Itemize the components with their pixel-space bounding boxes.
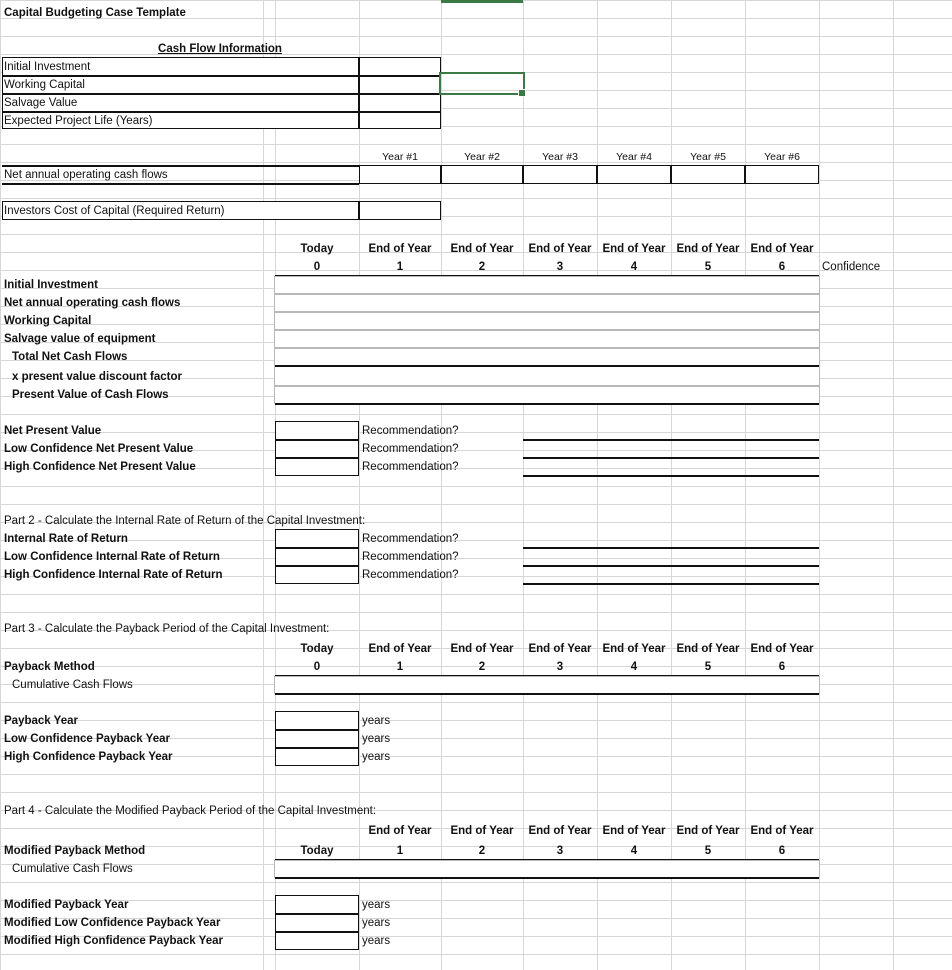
net-annual-label: Net annual operating cash flows	[4, 169, 168, 181]
period-number: 4	[630, 845, 638, 857]
fill-handle[interactable]	[518, 89, 526, 97]
period-number: 1	[396, 845, 404, 857]
recommendation-label: Recommendation?	[362, 533, 459, 545]
payback-row-label: Payback Year	[4, 715, 78, 727]
modified-payback-row-label: Modified High Confidence Payback Year	[4, 935, 223, 947]
period-number: 4	[630, 261, 638, 273]
part2-title: Part 2 - Calculate the Internal Rate of Return of the Capital Investment:	[4, 515, 366, 527]
payback-row-label: High Confidence Payback Year	[4, 751, 173, 763]
modified-payback-method-label: Modified Payback Method	[4, 845, 146, 857]
cumulative-cash-flows-label: Cumulative Cash Flows	[12, 679, 133, 691]
schedule-input-row[interactable]	[275, 295, 819, 311]
payback-row-label: Low Confidence Payback Year	[4, 733, 170, 745]
years-unit-label: years	[362, 935, 391, 947]
period-header: Today	[300, 643, 334, 655]
period-header: End of Year	[528, 243, 592, 255]
schedule-input-row[interactable]	[275, 277, 819, 293]
period-number: 0	[313, 661, 321, 673]
confidence-label: Confidence	[822, 261, 881, 273]
period-header: End of Year	[368, 243, 432, 255]
period-number: 4	[630, 661, 638, 673]
schedule-row-label: Net annual operating cash flows	[4, 297, 181, 309]
years-unit-label: years	[362, 751, 391, 763]
period-header: Today	[300, 243, 334, 255]
schedule-row-label: Working Capital	[4, 315, 92, 327]
period-header: End of Year	[450, 825, 514, 837]
period-number: 6	[778, 261, 786, 273]
input-cell[interactable]	[671, 165, 745, 184]
npv-row-label: Low Confidence Net Present Value	[4, 443, 194, 455]
today-label: Today	[300, 845, 334, 857]
period-number: 5	[704, 661, 712, 673]
input-cell[interactable]	[359, 165, 441, 184]
payback-method-label: Payback Method	[4, 661, 95, 673]
recommendation-label: Recommendation?	[362, 461, 459, 473]
recommendation-label: Recommendation?	[362, 443, 459, 455]
period-number: 0	[313, 261, 321, 273]
period-number: 6	[778, 661, 786, 673]
schedule-input-row[interactable]	[275, 367, 819, 385]
schedule-row-label: Initial Investment	[4, 279, 98, 291]
period-header: End of Year	[676, 825, 740, 837]
period-header: End of Year	[676, 243, 740, 255]
cumulative-input-row[interactable]	[275, 861, 819, 877]
period-header: End of Year	[450, 643, 514, 655]
column-selection-indicator	[441, 0, 523, 3]
period-number: 1	[396, 661, 404, 673]
schedule-input-row[interactable]	[275, 331, 819, 347]
period-number: 2	[478, 661, 486, 673]
period-number: 3	[556, 661, 564, 673]
info-row-label: Expected Project Life (Years)	[4, 115, 153, 127]
npv-row-label: Net Present Value	[4, 425, 102, 437]
year-header: Year #1	[382, 151, 418, 163]
modified-payback-row-label: Modified Low Confidence Payback Year	[4, 917, 221, 929]
gridline	[819, 0, 820, 970]
schedule-row-label: Present Value of Cash Flows	[12, 389, 169, 401]
info-row-label: Salvage Value	[4, 97, 78, 109]
year-header: Year #5	[690, 151, 726, 163]
input-cell[interactable]	[597, 165, 671, 184]
irr-input-block[interactable]	[275, 529, 359, 584]
npv-input-block[interactable]	[275, 421, 359, 476]
recommendation-label: Recommendation?	[362, 425, 459, 437]
schedule-input-row[interactable]	[275, 387, 819, 403]
period-number: 3	[556, 261, 564, 273]
period-number: 5	[704, 845, 712, 857]
period-number: 1	[396, 261, 404, 273]
period-header: End of Year	[750, 825, 814, 837]
info-row-label: Working Capital	[4, 79, 85, 91]
period-header: End of Year	[368, 825, 432, 837]
cumulative-cash-flows-label: Cumulative Cash Flows	[12, 863, 133, 875]
input-cell[interactable]	[441, 165, 523, 184]
period-header: End of Year	[602, 243, 666, 255]
period-header: End of Year	[602, 825, 666, 837]
gridline	[275, 0, 276, 970]
cost-of-capital-label: Investors Cost of Capital (Required Return)	[4, 205, 225, 217]
payback-input-block[interactable]	[275, 711, 359, 766]
modified-payback-input-block[interactable]	[275, 895, 359, 950]
recommendation-label: Recommendation?	[362, 551, 459, 563]
part4-title: Part 4 - Calculate the Modified Payback Period of the Capital Investment:	[4, 805, 377, 817]
period-number: 2	[478, 845, 486, 857]
years-unit-label: years	[362, 733, 391, 745]
cumulative-input-row[interactable]	[275, 677, 819, 693]
npv-row-label: High Confidence Net Present Value	[4, 461, 196, 473]
year-header: Year #3	[542, 151, 578, 163]
period-header: End of Year	[750, 643, 814, 655]
schedule-input-row[interactable]	[275, 349, 819, 365]
schedule-row-label: Total Net Cash Flows	[12, 351, 128, 363]
irr-row-label: Internal Rate of Return	[4, 533, 128, 545]
gridline	[263, 0, 264, 970]
period-number: 6	[778, 845, 786, 857]
year-header: Year #2	[464, 151, 500, 163]
selected-cell[interactable]	[439, 72, 525, 95]
input-cell[interactable]	[745, 165, 819, 184]
period-number: 2	[478, 261, 486, 273]
schedule-input-row[interactable]	[275, 313, 819, 329]
period-header: End of Year	[368, 643, 432, 655]
years-unit-label: years	[362, 917, 391, 929]
sheet-title: Capital Budgeting Case Template	[4, 7, 186, 19]
modified-payback-row-label: Modified Payback Year	[4, 899, 129, 911]
period-number: 5	[704, 261, 712, 273]
period-header: End of Year	[528, 825, 592, 837]
year-header: Year #4	[616, 151, 652, 163]
period-header: End of Year	[676, 643, 740, 655]
input-cell[interactable]	[523, 165, 597, 184]
period-header: End of Year	[602, 643, 666, 655]
info-row-label: Initial Investment	[4, 61, 91, 73]
year-header: Year #6	[764, 151, 800, 163]
years-unit-label: years	[362, 899, 391, 911]
recommendation-label: Recommendation?	[362, 569, 459, 581]
cash-flow-info-header: Cash Flow Information	[158, 43, 282, 55]
irr-row-label: High Confidence Internal Rate of Return	[4, 569, 223, 581]
irr-row-label: Low Confidence Internal Rate of Return	[4, 551, 220, 563]
schedule-row-label: x present value discount factor	[12, 371, 182, 383]
part3-title: Part 3 - Calculate the Payback Period of the Capital Investment:	[4, 623, 330, 635]
period-header: End of Year	[528, 643, 592, 655]
period-number: 3	[556, 845, 564, 857]
period-header: End of Year	[450, 243, 514, 255]
period-header: End of Year	[750, 243, 814, 255]
schedule-row-label: Salvage value of equipment	[4, 333, 156, 345]
gridline	[893, 0, 894, 970]
years-unit-label: years	[362, 715, 391, 727]
